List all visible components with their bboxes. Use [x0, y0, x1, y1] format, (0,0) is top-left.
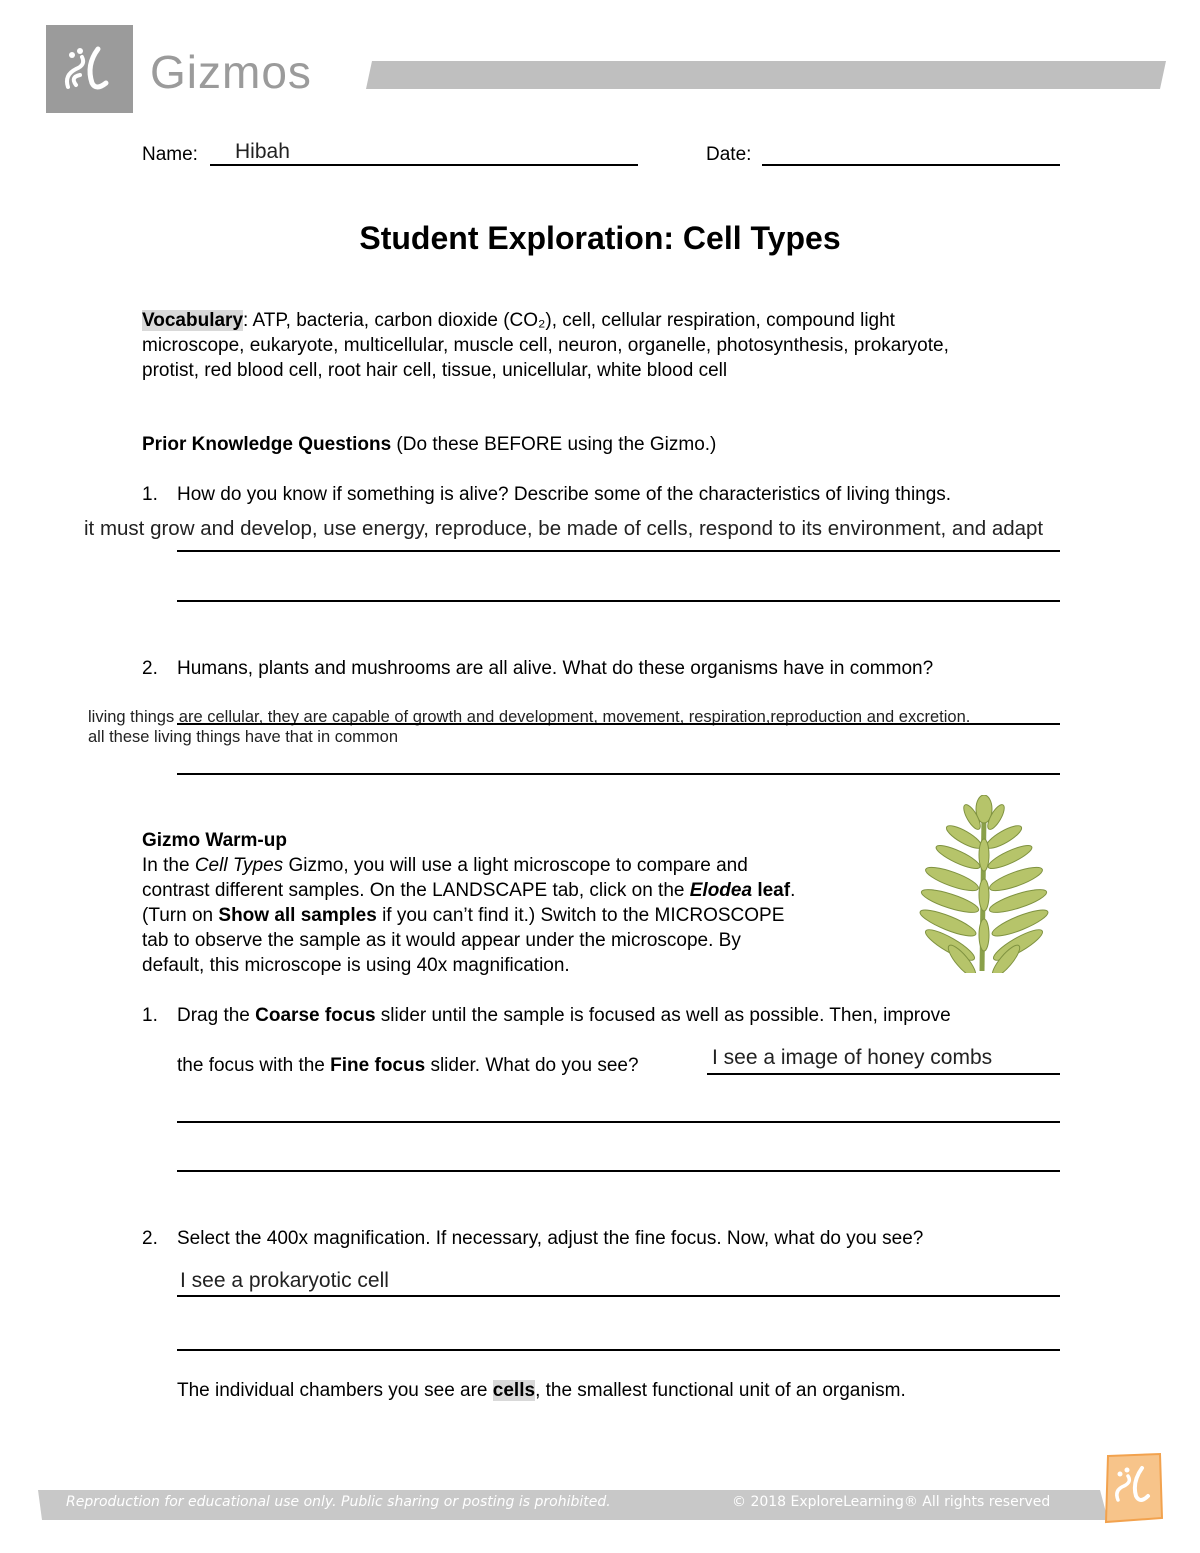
warmup-heading: Gizmo Warm-up	[142, 830, 287, 851]
warmup-q1-line-2	[177, 1053, 639, 1078]
warmup-show-all-samples: Show all samples	[218, 905, 377, 926]
pk-q1-text: How do you know if something is alive? Describe some of the characteristics of living things.	[177, 484, 952, 505]
explorelearning-badge-icon	[1102, 1452, 1164, 1524]
explorelearning-logo-icon	[46, 25, 133, 113]
warmup-elodea: Elodea	[689, 880, 753, 901]
date-field[interactable]	[762, 140, 1060, 166]
closing-b: , the smallest functional unit of an organism.	[535, 1380, 906, 1401]
warmup-q1-a: Drag the	[177, 1005, 256, 1026]
warmup-q2-number: 2.	[142, 1228, 158, 1249]
warmup-coarse-focus: Coarse focus	[255, 1005, 376, 1026]
closing-sentence	[177, 1378, 906, 1403]
warmup-q2-answer[interactable]: I see a prokaryotic cell	[180, 1269, 389, 1292]
prior-knowledge-heading	[142, 432, 716, 457]
warmup-leaf: leaf	[752, 880, 791, 901]
warmup-p3-b: if you can’t find it.) Switch to the MICROSCOPE	[376, 905, 785, 926]
pk-q2-answer[interactable]	[88, 707, 970, 747]
warmup-q1-answer[interactable]: I see a image of honey combs	[712, 1046, 993, 1069]
vocabulary-line-3: protist, red blood cell, root hair cell, tissue, unicellular, white blood cell	[142, 360, 728, 381]
gizmos-logo	[46, 25, 133, 113]
closing-a: The individual chambers you see are	[177, 1380, 493, 1401]
footer-disclaimer: Reproduction for educational use only. Public sharing or posting is prohibited.	[66, 1494, 611, 1510]
date-label: Date:	[706, 144, 752, 165]
elodea-plant-image	[912, 795, 1052, 973]
vocabulary-line-2: microscope, eukaryote, multicellular, muscle cell, neuron, organelle, photosynthesis, prokaryote,	[142, 335, 949, 356]
warmup-p5: default, this microscope is using 40x magnification.	[142, 955, 570, 976]
warmup-p2-end: .	[790, 880, 796, 901]
warmup-q2-text: Select the 400x magnification. If necessary, adjust the fine focus. Now, what do you see?	[177, 1228, 924, 1249]
warmup-p2-a: contrast different samples. On the LANDSCAPE tab, click on the	[142, 880, 690, 901]
warmup-q1-answer-line-1	[177, 1121, 1060, 1123]
warmup-q1-inline-answer-line	[707, 1073, 1060, 1075]
warmup-p3-a: (Turn on	[142, 905, 219, 926]
pk-q2-answer-line-1-rule	[177, 723, 1060, 725]
vocabulary-label: Vocabulary	[142, 310, 244, 331]
pk-q2-answer-line-1: living things are cellular, they are capable of growth and development, movement, respiration,reproduction and excretion.	[88, 708, 971, 726]
prior-knowledge-title: Prior Knowledge Questions	[142, 434, 392, 455]
pk-q2-answer-line-2: all these living things have that in common	[88, 728, 399, 746]
prior-knowledge-note: (Do these BEFORE using the Gizmo.)	[391, 434, 717, 455]
warmup-gizmo-name: Cell Types	[194, 855, 284, 876]
warmup-p4: tab to observe the sample as it would appear under the microscope. By	[142, 930, 741, 951]
name-field[interactable]	[210, 140, 638, 166]
warmup-q1-b: slider until the sample is focused as well as possible. Then, improve	[375, 1005, 951, 1026]
warmup-q2-answer-line-2	[177, 1349, 1060, 1351]
brand-title: Gizmos	[150, 46, 312, 98]
warmup-q1-line-1	[177, 1003, 1077, 1028]
warmup-q1-c: the focus with the	[177, 1055, 331, 1076]
pk-q1-answer[interactable]: it must grow and develop, use energy, reproduce, be made of cells, respond to its environment, and adapt	[84, 517, 1044, 540]
pk-q1-answer-line-2	[177, 600, 1060, 602]
warmup-p1-a: In the	[142, 855, 195, 876]
warmup-q1-number: 1.	[142, 1005, 158, 1026]
pk-q2-number: 2.	[142, 658, 158, 679]
header-decorative-bar	[366, 61, 1166, 89]
closing-cells: cells	[492, 1380, 536, 1401]
vocabulary-line-1: : ATP, bacteria, carbon dioxide (CO₂), cell, cellular respiration, compound light	[243, 310, 895, 331]
pk-q2-text: Humans, plants and mushrooms are all alive. What do these organisms have in common?	[177, 658, 934, 679]
pk-q1-number: 1.	[142, 484, 158, 505]
warmup-intro	[142, 828, 902, 978]
pk-q1-answer-line-1	[177, 550, 1060, 552]
warmup-q2-answer-line-1	[177, 1295, 1060, 1297]
warmup-fine-focus: Fine focus	[330, 1055, 426, 1076]
footer-copyright: © 2018 ExploreLearning® All rights reserved	[732, 1494, 1051, 1510]
vocabulary-block	[142, 308, 1082, 383]
warmup-q1-d: slider. What do you see?	[425, 1055, 639, 1076]
pk-q2-answer-line-2-rule	[177, 773, 1060, 775]
warmup-p1-b: Gizmo, you will use a light microscope to compare and	[283, 855, 748, 876]
warmup-q1-answer-line-2	[177, 1170, 1060, 1172]
name-label: Name:	[142, 144, 198, 165]
name-value: Hibah	[235, 140, 290, 163]
page-title: Student Exploration: Cell Types	[359, 220, 841, 256]
